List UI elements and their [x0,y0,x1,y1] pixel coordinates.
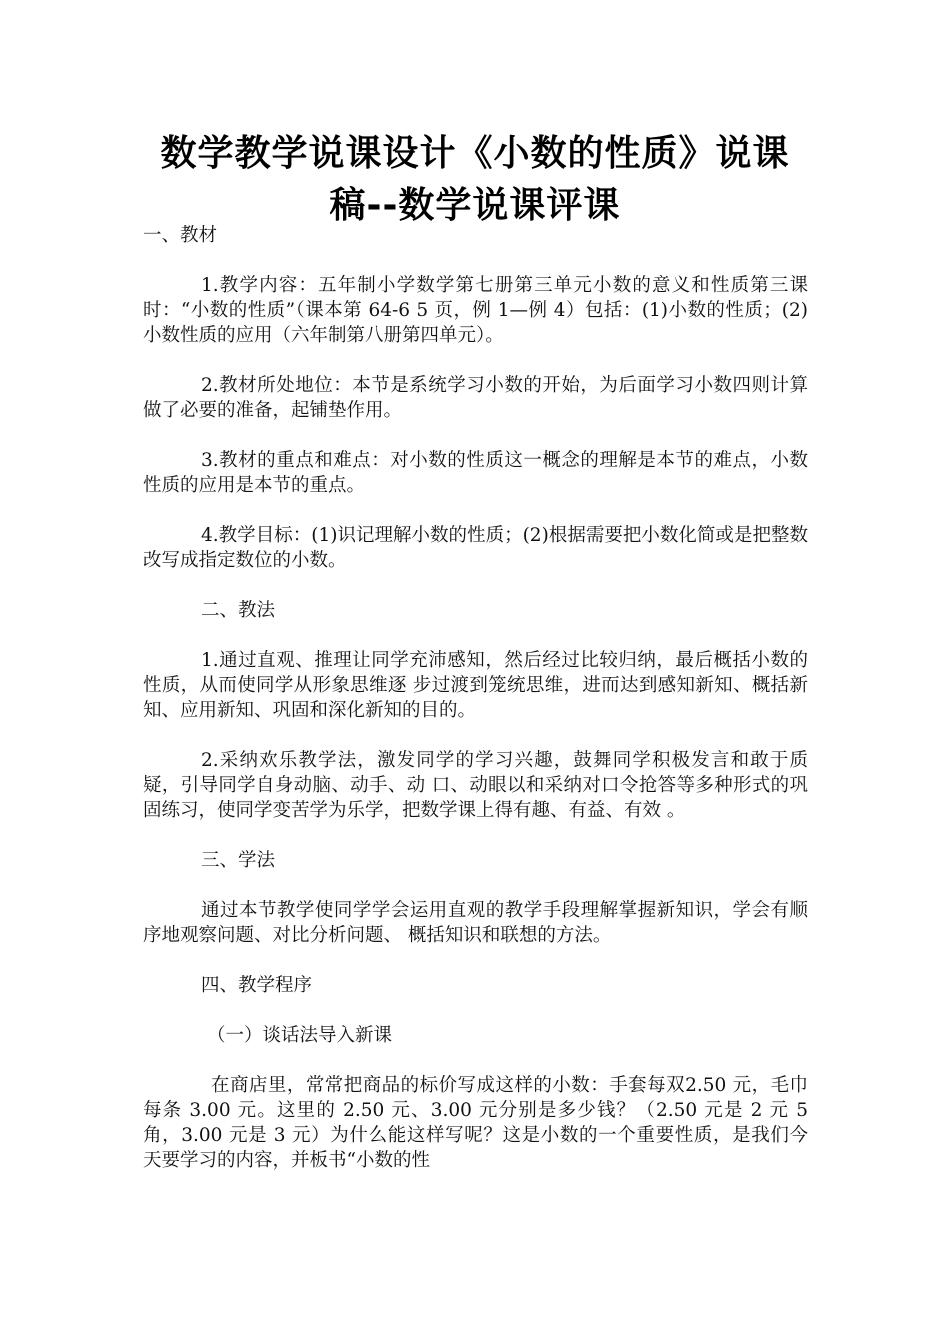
section-heading-teaching-material: 一、教材 [143,225,218,246]
section-heading-teaching-method: 二、教法 [201,600,276,621]
document-body [143,223,808,1173]
paragraph-introduction: 在商店里，常常把商品的标价写成这样的小数：手套每双2.50 元，毛巾每条 3.00 元。这里的 2.50 元、3.00 元分别是多少钱？（2.50 元是 2 元 5 角，3.00 元是 3 元）为什么能这样写呢？这是小数的一个重要性质，是我们今 天要学习的内容，并板书“小数的性 [143,1075,808,1171]
paragraph-teaching-content: 1.教学内容：五年制小学数学第七册第三单元小数的意义和性质第三课时：“小数的性质”（课本第 64-6 5 页，例 1—例 4）包括：(1)小数的性质；(2)小数性质的应用（六年制第八册第四单元）。 [143,275,808,346]
section-heading-teaching-procedure: 四、教学程序 [201,975,313,996]
paragraph-key-points: 3.教材的重点和难点：对小数的性质这一概念的理解是本节的难点，小数性质的应用是本节的重点。 [143,450,808,496]
title-line-2: 稿--数学说课评课 [329,185,621,226]
subsection-heading-introduction: （一）谈话法导入新课 [207,1025,393,1046]
paragraph-method-1: 1.通过直观、推理让同学充沛感知，然后经过比较归纳，最后概括小数的性质，从而使同学从形象思维逐 步过渡到笼统思维，进而达到感知新知、概括新知、应用新知、巩固和深化新知的目的。 [143,650,808,721]
section-heading-learning-method: 三、学法 [201,850,276,871]
paragraph-method-2: 2.采纳欢乐教学法，激发同学的学习兴趣，鼓舞同学积极发言和敢于质疑，引导同学自身动脑、动手、动 口、动眼以和采纳对口令抢答等多种形式的巩固练习，使同学变苦学为乐学，把数学课上得有趣、有益、有效 。 [143,750,808,821]
title-line-1: 数学教学说课设计《小数的性质》说课 [160,133,790,174]
document-title [140,128,810,232]
paragraph-learning-method: 通过本节教学使同学学会运用直观的教学手段理解掌握新知识，学会有顺序地观察问题、对比分析问题、 概括知识和联想的方法。 [143,900,808,946]
paragraph-material-position: 2.教材所处地位：本节是系统学习小数的开始，为后面学习小数四则计算做了必要的准备，起铺垫作用。 [143,375,808,421]
paragraph-teaching-goals: 4.教学目标：(1)识记理解小数的性质；(2)根据需要把小数化简或是把整数改写成指定数位的小数。 [143,525,808,571]
